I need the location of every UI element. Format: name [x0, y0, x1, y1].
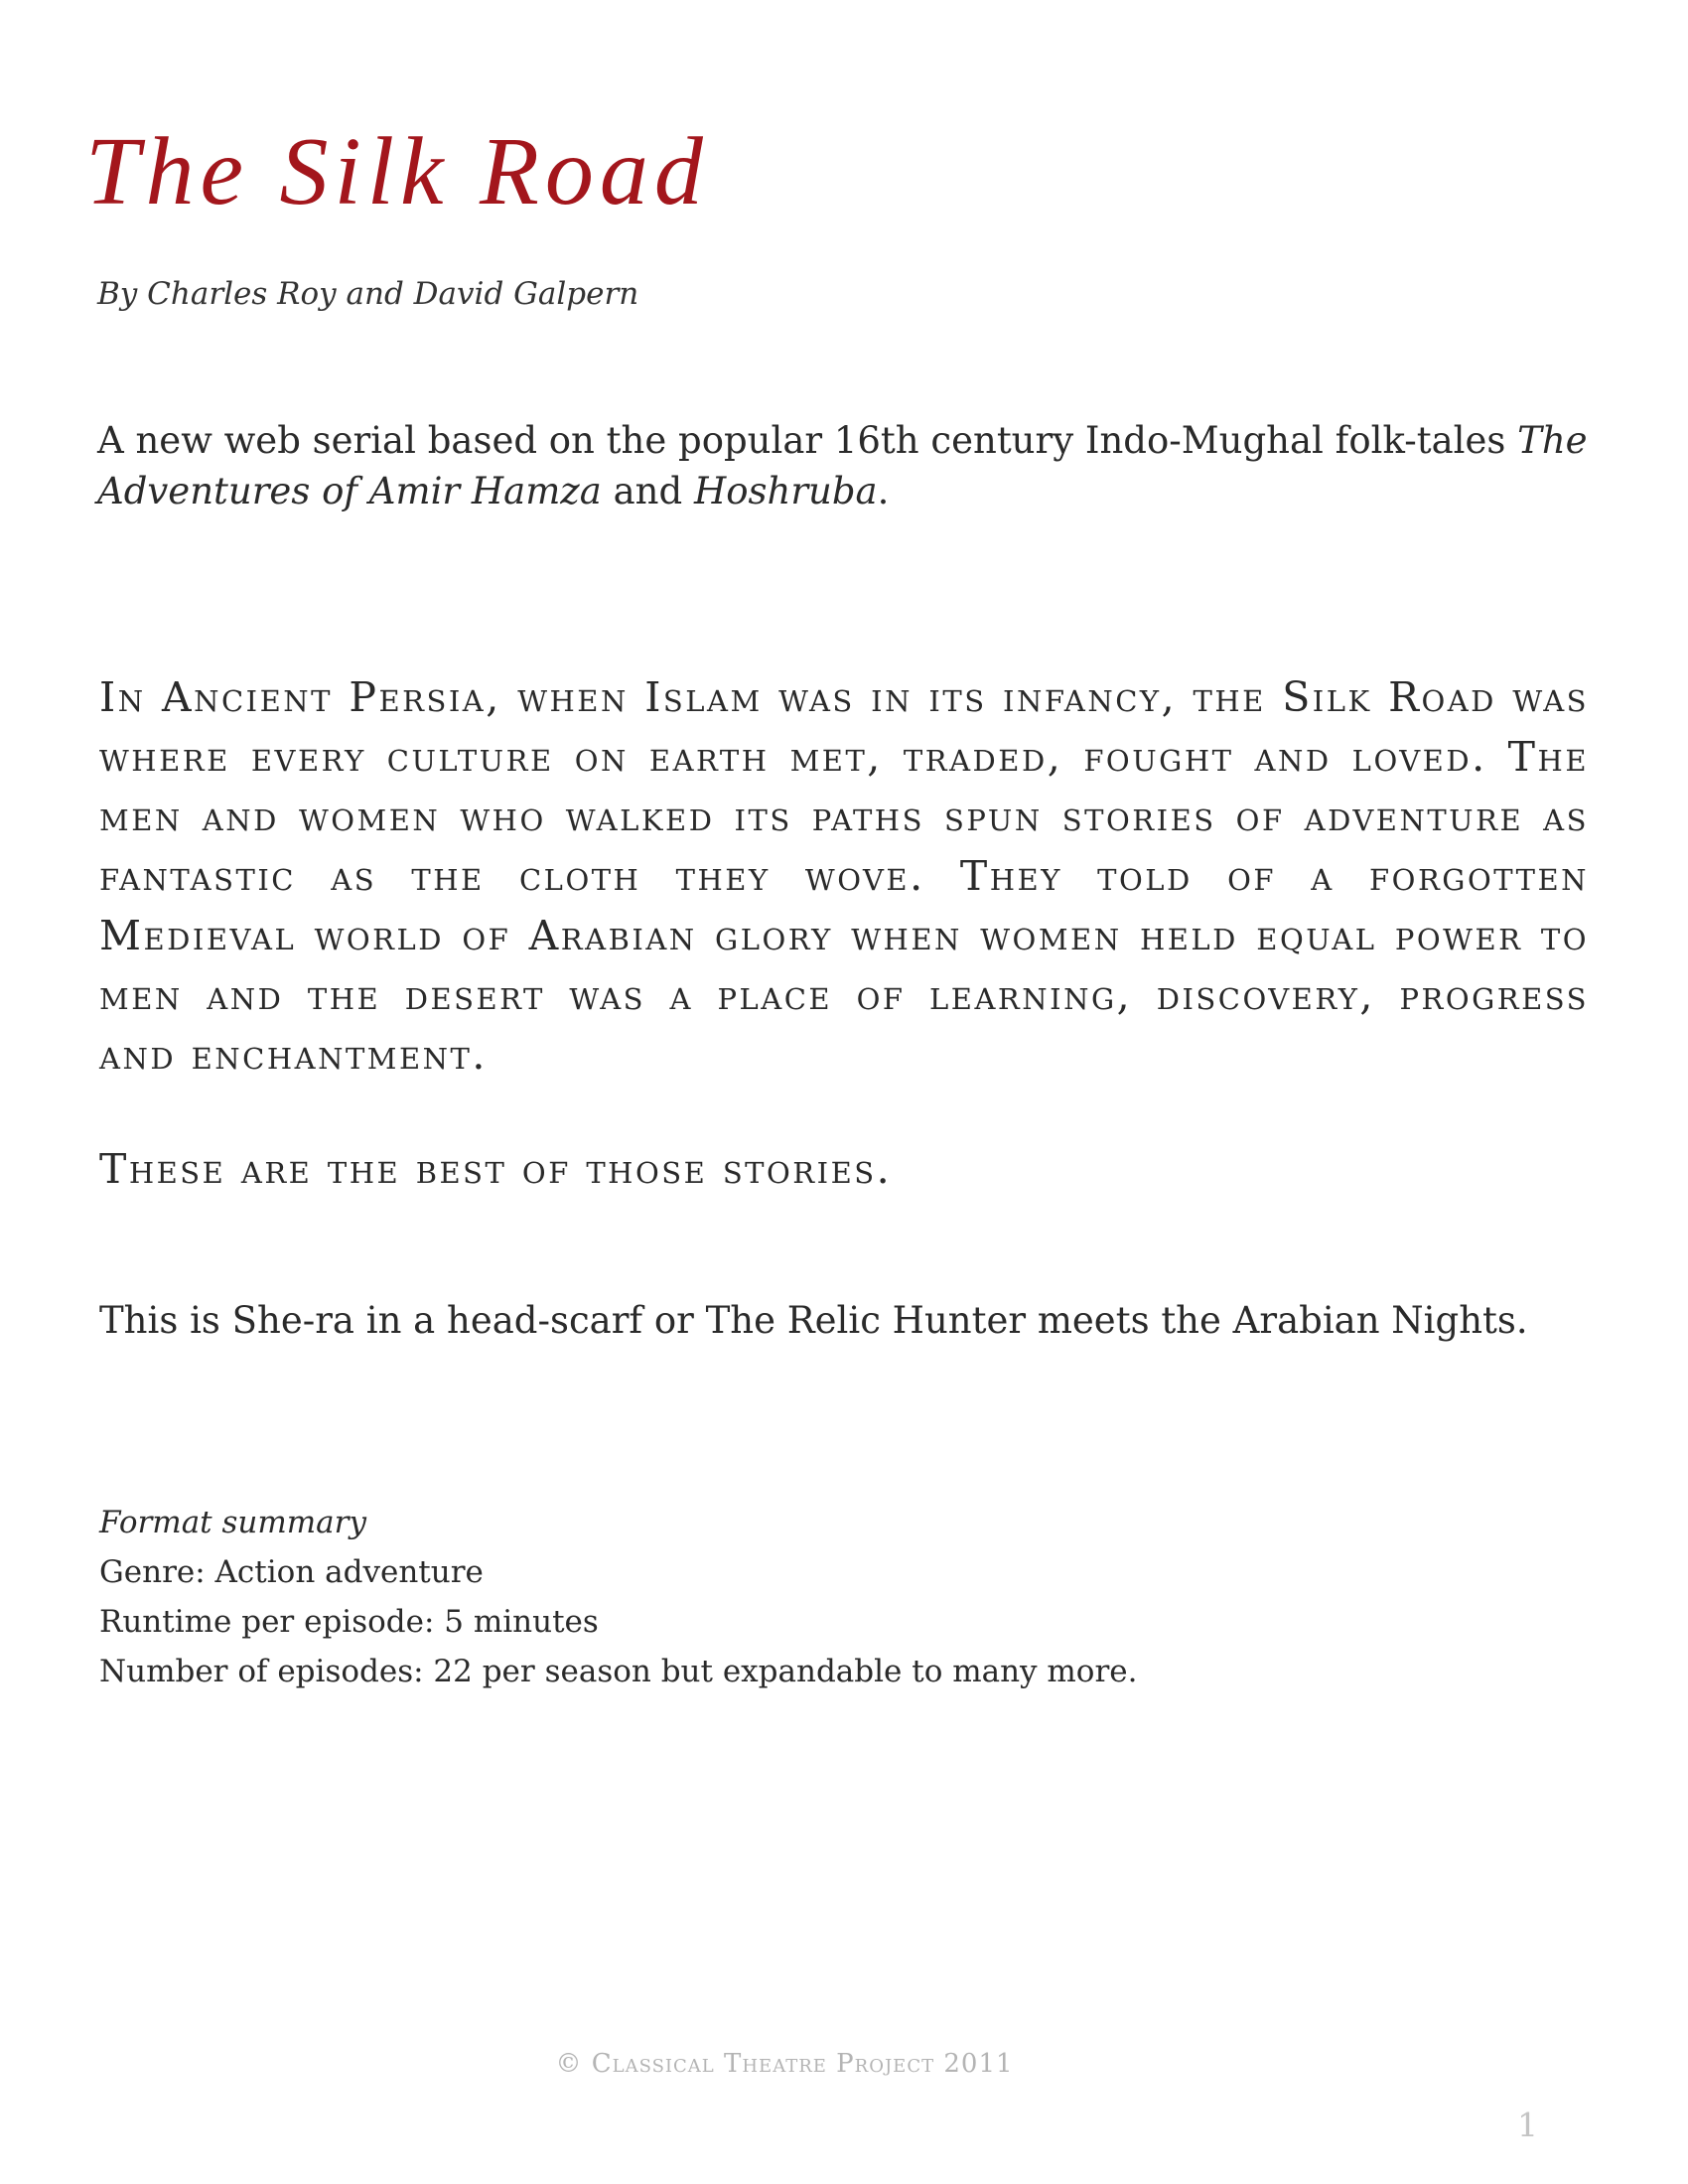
copyright-footer: © Classical Theatre Project 2011 [555, 2049, 1014, 2079]
intro-work-title-2: Hoshruba [693, 470, 878, 512]
author-byline: By Charles Roy and David Galpern [97, 276, 639, 312]
intro-paragraph [97, 415, 1597, 516]
document-title: The Silk Road [85, 118, 709, 225]
story-paragraph: In Ancient Persia, when Islam was in its infancy, the Silk Road was where every culture on earth met, traded, fought and loved. The men and women who walked its paths spun stories of adventure as fantastic as the cloth they wove. They told of a forgotten Medieval world of Arabian glory when women held equal power to men and the desert was a place of learning, discovery, progress and enchantment. [99, 673, 1589, 1079]
story-closing-line: These are the best of those stories. [99, 1145, 893, 1193]
page-number: 1 [1517, 2106, 1538, 2144]
format-genre: Genre: Action adventure [99, 1554, 484, 1590]
intro-text-3: . [877, 470, 890, 512]
intro-text-2: and [601, 470, 694, 512]
format-summary-heading: Format summary [99, 1505, 366, 1540]
intro-text-1: A new web serial based on the popular 16th century Indo-Mughal folk-tales [97, 419, 1518, 462]
tagline: This is She-ra in a head-scarf or The Relic Hunter meets the Arabian Nights. [99, 1299, 1528, 1342]
format-episodes: Number of episodes: 22 per season but expandable to many more. [99, 1654, 1138, 1689]
intro-work-title-1: The Adventures of Amir Hamza [97, 419, 1588, 512]
format-runtime: Runtime per episode: 5 minutes [99, 1604, 599, 1640]
format-summary [99, 1498, 1138, 1696]
